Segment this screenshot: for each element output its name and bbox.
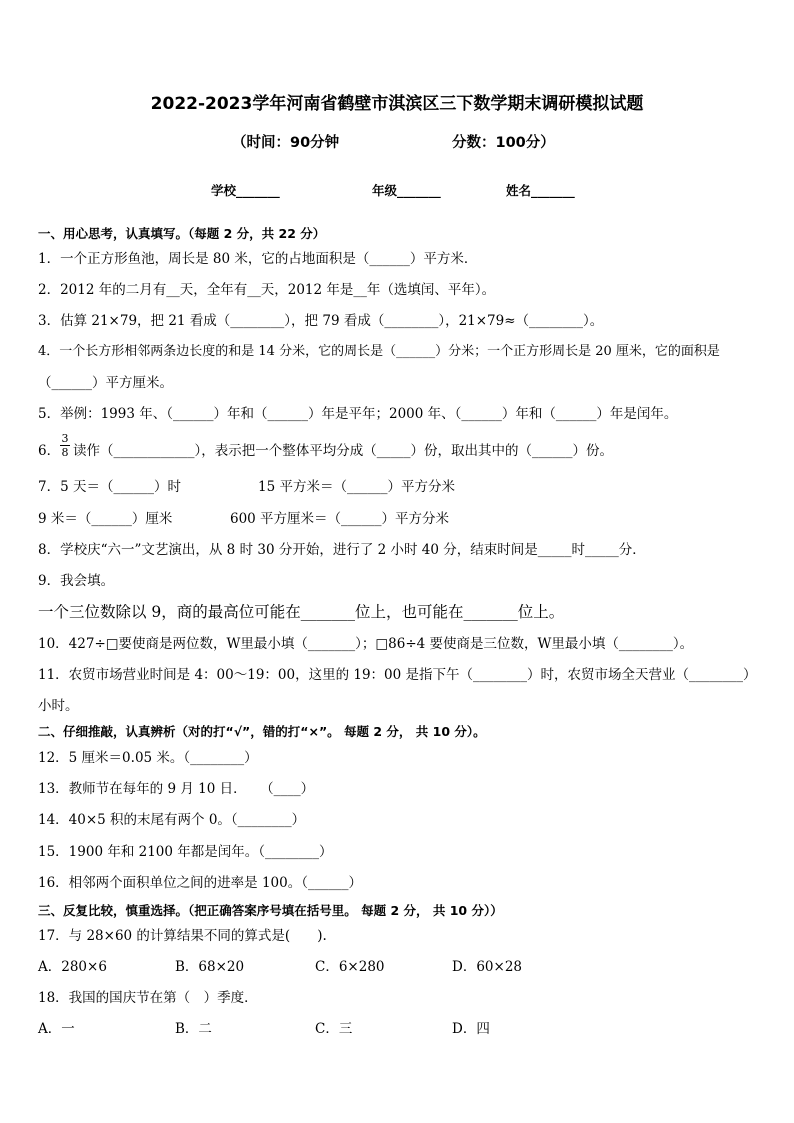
question-18: 18．我国的国庆节在第（ ）季度． bbox=[38, 990, 258, 1006]
question-7-a: 7．5 天＝（______）时 bbox=[38, 479, 181, 495]
question-14: 14．40×5 积的末尾有两个 0。（________） bbox=[38, 812, 306, 828]
question-11-line-2: 小时。 bbox=[38, 698, 79, 714]
fraction-denominator: 8 bbox=[61, 446, 69, 459]
fraction-numerator: 3 bbox=[61, 432, 69, 445]
question-18-option-d: D．四 bbox=[452, 1021, 490, 1037]
exam-score: 分数：100分） bbox=[452, 135, 555, 151]
school-field: 学校_______ bbox=[211, 183, 280, 198]
question-11-line-1: 11．农贸市场营业时间是 4：00～19：00，这里的 19：00 是指下午（________）时，农贸市场全天营业（________） bbox=[38, 667, 757, 683]
page-title: 2022-2023学年河南省鹤壁市淇滨区三下数学期末调研模拟试题 bbox=[150, 94, 644, 114]
name-field: 姓名_______ bbox=[506, 183, 575, 198]
question-6-fraction bbox=[60, 433, 70, 458]
question-2: 2．2012 年的二月有__天，全年有__天，2012 年是__年（选填闰、平年）。 bbox=[38, 282, 496, 298]
exam-time: （时间：90分钟 bbox=[232, 135, 340, 151]
question-17: 17．与 28×60 的计算结果不同的算式是( ). bbox=[38, 928, 327, 944]
question-18-option-b: B．二 bbox=[175, 1021, 212, 1037]
question-7-c: 9 米＝（______）厘米 bbox=[38, 511, 173, 527]
question-17-option-d: D．60×28 bbox=[452, 959, 522, 975]
grade-field: 年级_______ bbox=[372, 183, 441, 198]
question-12: 12．5 厘米＝0.05 米。（________） bbox=[38, 750, 258, 766]
question-6: 读作（____________），表示把一个整体平均分成（_____）份，取出其中的（______）份。 bbox=[73, 443, 613, 459]
question-17-option-a: A．280×6 bbox=[38, 959, 107, 975]
question-18-option-a: A．一 bbox=[38, 1021, 75, 1037]
question-13: 13．教师节在每年的 9 月 10 日． （____） bbox=[38, 781, 315, 797]
question-17-option-b: B．68×20 bbox=[175, 959, 245, 975]
question-8: 8．学校庆“六一”文艺演出，从 8 时 30 分开始，进行了 2 小时 40 分，结束时间是_____时_____分． bbox=[38, 542, 646, 558]
section-1-heading: 一、用心思考，认真填写。（每题 2 分，共 22 分） bbox=[38, 226, 326, 241]
question-16: 16．相邻两个面积单位之间的进率是 100。（______） bbox=[38, 875, 362, 891]
question-7-d: 600 平方厘米＝（______）平方分米 bbox=[230, 511, 450, 527]
question-4-line-2: （______）平方厘米。 bbox=[38, 375, 173, 391]
question-7-b: 15 平方米＝（______）平方分米 bbox=[258, 479, 455, 495]
question-1: 1．一个正方形鱼池，周长是 80 米，它的占地面积是（______）平方米． bbox=[38, 251, 478, 267]
question-9-detail: 一个三位数除以 9，商的最高位可能在_______位上，也可能在_______位上。 bbox=[38, 603, 565, 621]
question-5: 5．举例：1993 年、（______）年和（______）年是平年；2000 年、（______）年和（______）年是闰年。 bbox=[38, 406, 678, 422]
section-3-heading: 三、反复比较，慎重选择。（把正确答案序号填在括号里。 每题 2 分， 共 10 分）） bbox=[38, 903, 503, 918]
section-2-heading: 二、仔细推敲，认真辨析（对的打“√”，错的打“×”。 每题 2 分， 共 10 分）。 bbox=[38, 724, 486, 739]
question-17-option-c: C．6×280 bbox=[315, 959, 385, 975]
question-6-number: 6． bbox=[38, 443, 61, 459]
question-10: 10．427÷□要使商是两位数，W里最小填（_______）；□86÷4 要使商是三位数，W里最小填（________）。 bbox=[38, 636, 694, 652]
question-18-option-c: C．三 bbox=[315, 1021, 353, 1037]
question-9: 9．我会填。 bbox=[38, 573, 115, 589]
question-15: 15．1900 年和 2100 年都是闰年。（________） bbox=[38, 844, 333, 860]
question-4-line-1: 4．一个长方形相邻两条边长度的和是 14 分米，它的周长是（______）分米；一个正方形周长是 20 厘米，它的面积是 bbox=[38, 344, 720, 359]
question-3: 3．估算 21×79，把 21 看成（________），把 79 看成（________），21×79≈（________）。 bbox=[38, 313, 604, 329]
